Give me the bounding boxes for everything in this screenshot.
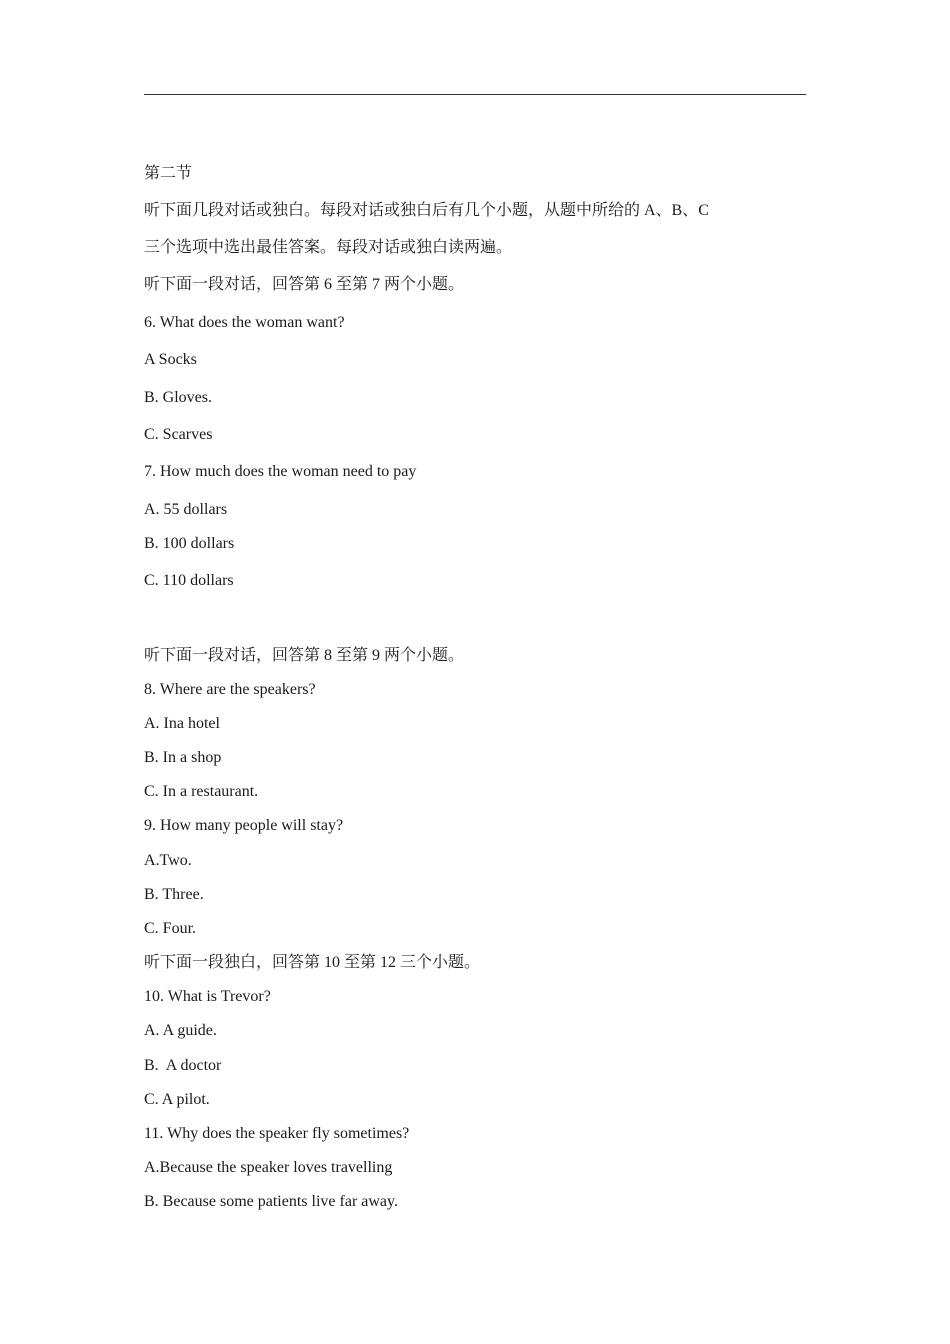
q6-option-a: A Socks	[144, 351, 197, 368]
q6-option-b: B. Gloves.	[144, 389, 212, 406]
question-8: 8. Where are the speakers?	[144, 681, 316, 698]
section-heading: 第二节	[144, 165, 193, 182]
q10-option-c: C. A pilot.	[144, 1091, 210, 1108]
q9-option-a: A.Two.	[144, 852, 192, 869]
question-10: 10. What is Trevor?	[144, 988, 271, 1005]
instructions-line-1: 听下面几段对话或独白。每段对话或独白后有几个小题，从题中所给的 A、B、C	[144, 202, 709, 219]
instructions-line-2: 三个选项中选出最佳答案。每段对话或独白读两遍。	[144, 239, 513, 256]
q7-option-b: B. 100 dollars	[144, 535, 235, 552]
q8-option-a: A. Ina hotel	[144, 715, 220, 732]
q8-option-b: B. In a shop	[144, 749, 222, 766]
question-11: 11. Why does the speaker fly sometimes?	[144, 1125, 410, 1142]
group-3-intro: 听下面一段独白，回答第 10 至第 12 三个小题。	[144, 954, 481, 971]
question-7: 7. How much does the woman need to pay	[144, 463, 417, 480]
question-9: 9. How many people will stay?	[144, 817, 344, 834]
question-6: 6. What does the woman want?	[144, 314, 345, 331]
q11-option-b: B. Because some patients live far away.	[144, 1193, 398, 1210]
q7-option-a: A. 55 dollars	[144, 501, 228, 518]
group-1-intro: 听下面一段对话，回答第 6 至第 7 两个小题。	[144, 276, 465, 293]
q6-option-c: C. Scarves	[144, 426, 213, 443]
q10-option-a: A. A guide.	[144, 1022, 217, 1039]
q9-option-c: C. Four.	[144, 920, 197, 937]
q11-option-a: A.Because the speaker loves travelling	[144, 1159, 393, 1176]
q8-option-c: C. In a restaurant.	[144, 783, 259, 800]
q9-option-b: B. Three.	[144, 886, 204, 903]
q10-option-b: B. A doctor	[144, 1057, 222, 1074]
header-rule	[144, 94, 806, 95]
group-2-intro: 听下面一段对话，回答第 8 至第 9 两个小题。	[144, 647, 465, 664]
q7-option-c: C. 110 dollars	[144, 572, 234, 589]
